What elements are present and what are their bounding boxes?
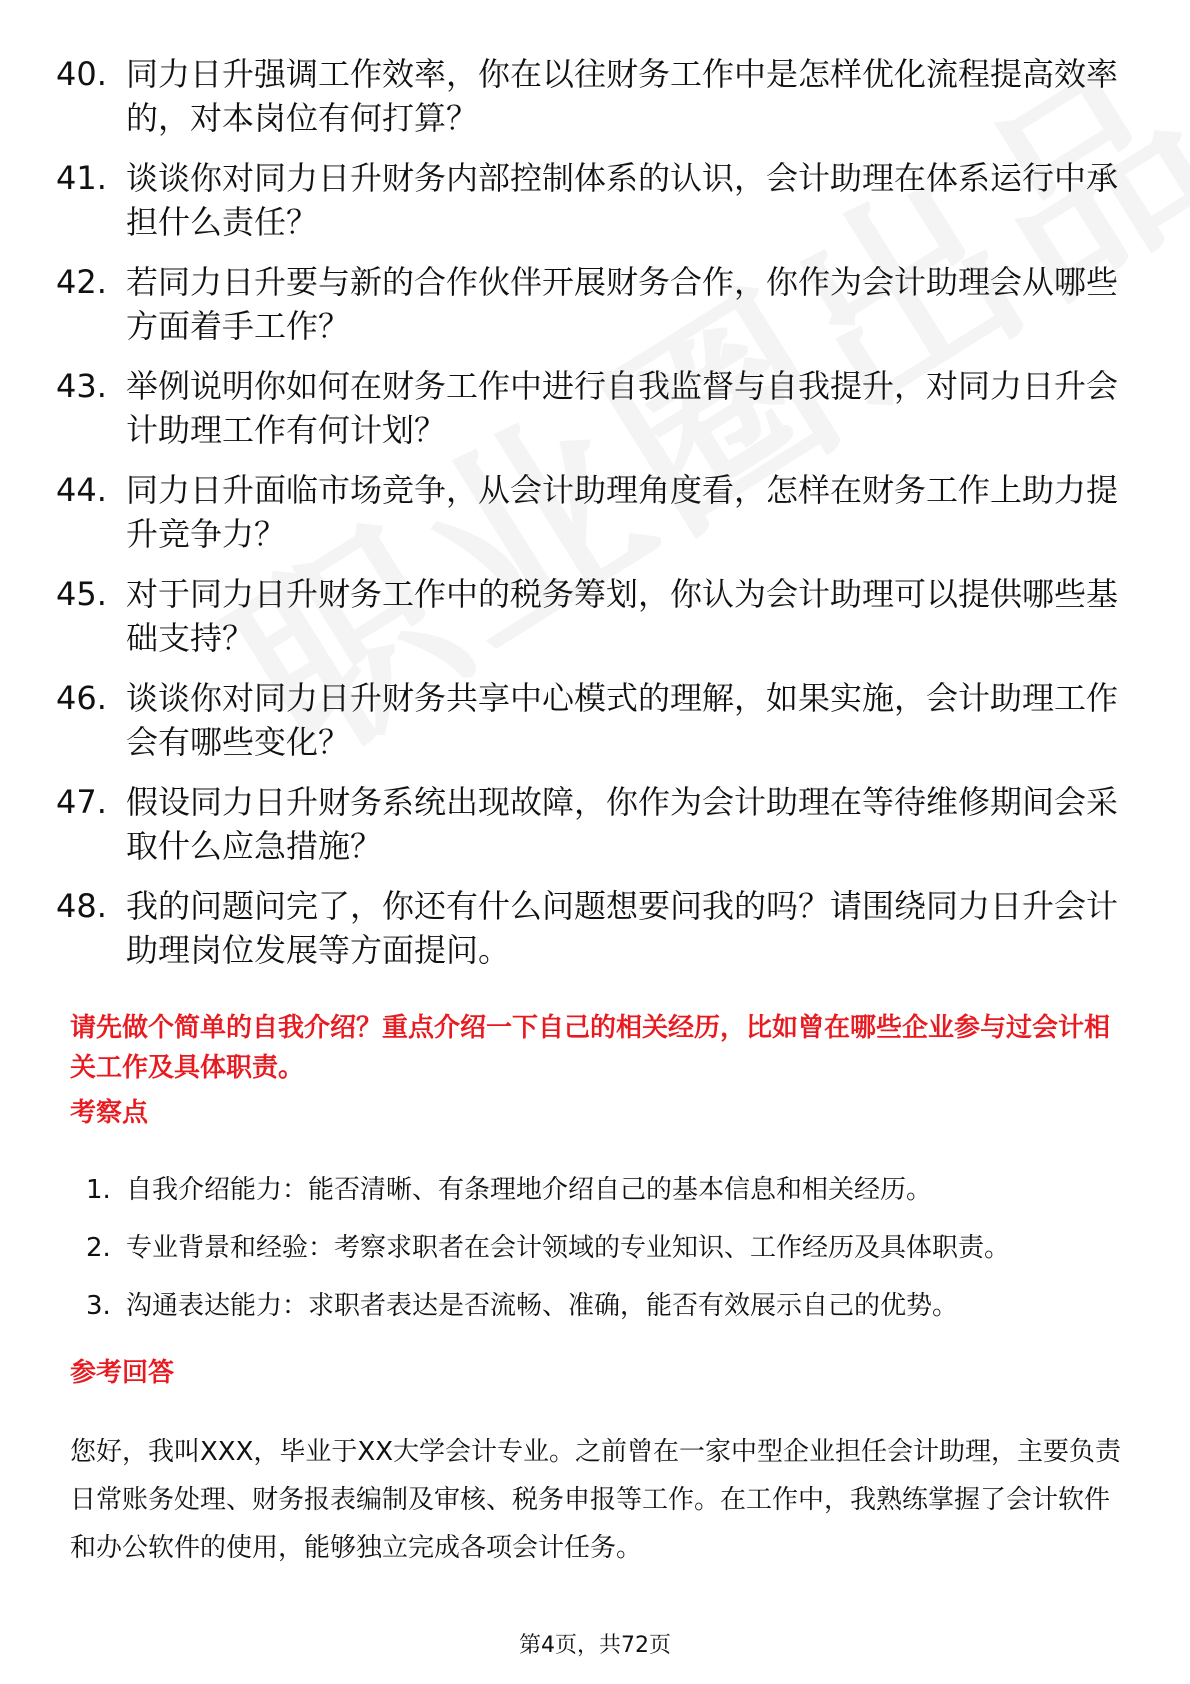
question-number: 48.: [56, 887, 107, 925]
question-text: 我的问题问完了，你还有什么问题想要问我的吗？请围绕同力日升会计助理岗位发展等方面提问。: [126, 887, 1119, 969]
point-number: 2.: [86, 1233, 111, 1263]
assessment-point: [86, 1170, 1126, 1210]
point-text: 沟通表达能力：求职者表达是否流畅、准确，能否有效展示自己的优势。: [126, 1291, 959, 1321]
reference-title: 参考回答: [70, 1358, 175, 1388]
assessment-title: 考察点: [70, 1098, 149, 1128]
question-number: 46.: [56, 679, 107, 717]
question-item: [56, 676, 1136, 764]
point-number: 1.: [86, 1175, 111, 1205]
point-text: 自我介绍能力：能否清晰、有条理地介绍自己的基本信息和相关经历。: [126, 1175, 933, 1205]
question-number: 40.: [56, 55, 107, 93]
question-text: 举例说明你如何在财务工作中进行自我监督与自我提升，对同力日升会计助理工作有何计划？: [126, 367, 1119, 449]
question-number: 41.: [56, 159, 107, 197]
point-text: 专业背景和经验：考察求职者在会计领域的专业知识、工作经历及具体职责。: [126, 1233, 1011, 1263]
question-number: 44.: [56, 471, 107, 509]
question-item: [56, 52, 1136, 140]
question-number: 43.: [56, 367, 107, 405]
question-text: 对于同力日升财务工作中的税务筹划，你认为会计助理可以提供哪些基础支持？: [126, 575, 1119, 657]
question-item: [56, 780, 1136, 868]
question-list: [56, 52, 1136, 988]
question-text: 谈谈你对同力日升财务共享中心模式的理解，如果实施，会计助理工作会有哪些变化？: [126, 679, 1119, 761]
page-footer: 第4页，共72页: [519, 1633, 671, 1658]
question-item: [56, 364, 1136, 452]
question-text: 若同力日升要与新的合作伙伴开展财务合作，你作为会计助理会从哪些方面着手工作？: [126, 263, 1119, 345]
question-text: 谈谈你对同力日升财务内部控制体系的认识，会计助理在体系运行中承担什么责任？: [126, 159, 1119, 241]
question-text: 同力日升强调工作效率，你在以往财务工作中是怎样优化流程提高效率的，对本岗位有何打算？: [126, 55, 1119, 137]
point-number: 3.: [86, 1291, 111, 1321]
question-item: [56, 572, 1136, 660]
question-text: 同力日升面临市场竞争，从会计助理角度看，怎样在财务工作上助力提升竞争力？: [126, 471, 1119, 553]
assessment-point: [86, 1286, 1126, 1326]
question-number: 42.: [56, 263, 107, 301]
assessment-points: [86, 1170, 1126, 1344]
assessment-point: [86, 1228, 1126, 1268]
question-number: 47.: [56, 783, 107, 821]
question-number: 45.: [56, 575, 107, 613]
question-item: [56, 260, 1136, 348]
interview-prompt: 请先做个简单的自我介绍？重点介绍一下自己的相关经历，比如曾在哪些企业参与过会计相关工作及具体职责。: [70, 1013, 1111, 1083]
reference-answer: 您好，我叫XXX，毕业于XX大学会计专业。之前曾在一家中型企业担任会计助理，主要负责日常账务处理、财务报表编制及审核、税务申报等工作。在工作中，我熟练掌握了会计软件和办公软件的使用，能够独立完成各项会计任务。: [70, 1437, 1122, 1563]
question-item: [56, 468, 1136, 556]
question-item: [56, 156, 1136, 244]
question-text: 假设同力日升财务系统出现故障，你作为会计助理在等待维修期间会采取什么应急措施？: [126, 783, 1119, 865]
question-item: [56, 884, 1136, 972]
